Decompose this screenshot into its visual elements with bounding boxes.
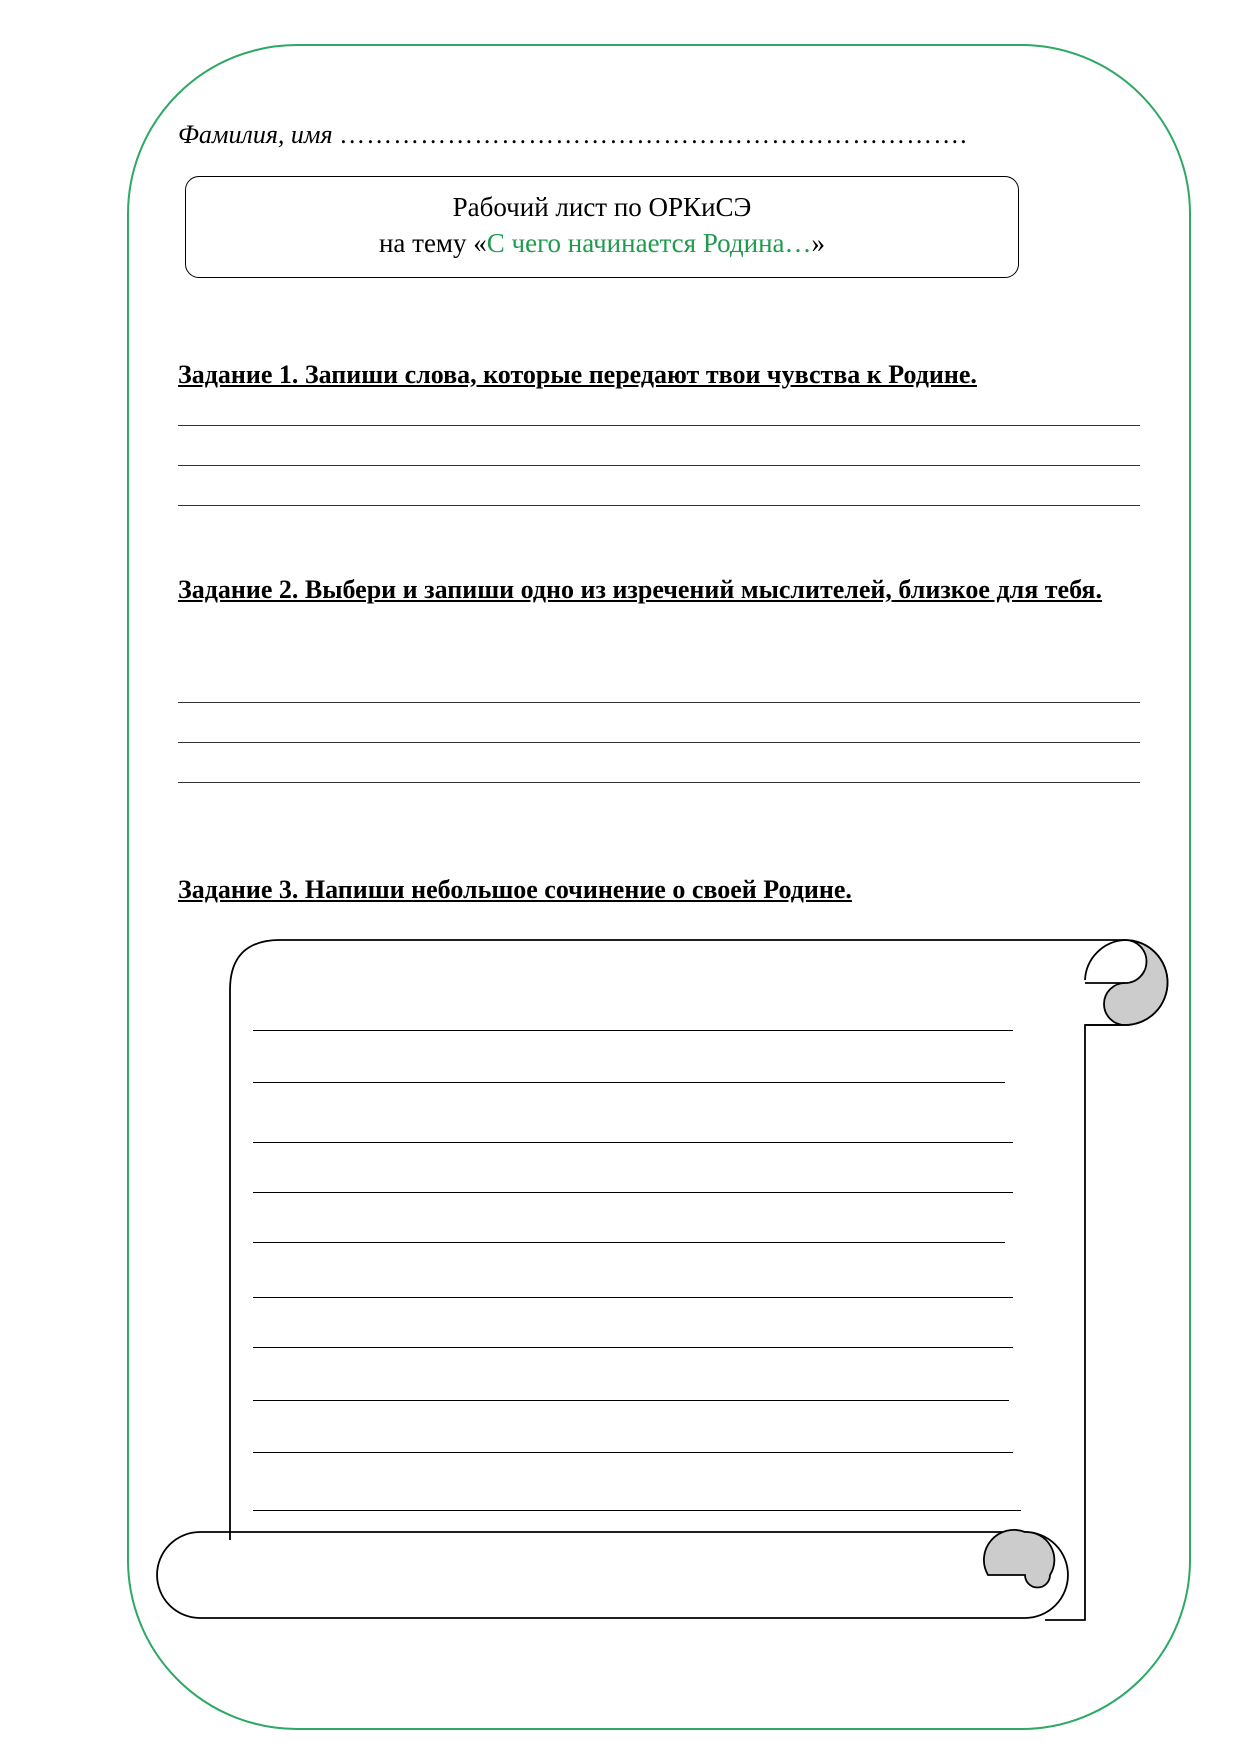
scroll-answer-area — [140, 920, 1180, 1640]
essay-line[interactable] — [253, 1030, 1013, 1031]
task-1-answer-line[interactable] — [178, 505, 1140, 506]
name-field[interactable] — [178, 120, 968, 150]
task-1-answer-line[interactable] — [178, 425, 1140, 426]
task-2-heading: Задание 2. Выбери и запиши одно из изречений мыслителей, близкое для тебя. — [178, 575, 1102, 604]
task-1-answer-line[interactable] — [178, 465, 1140, 466]
essay-line[interactable] — [253, 1400, 1009, 1401]
worksheet-topic-line — [186, 225, 1018, 261]
essay-line[interactable] — [253, 1192, 1013, 1193]
task-1-heading: Задание 1. Запиши слова, которые передают твои чувства к Родине. — [178, 360, 977, 389]
essay-line[interactable] — [253, 1510, 1021, 1511]
essay-line[interactable] — [253, 1297, 1013, 1298]
essay-line[interactable] — [253, 1452, 1013, 1453]
name-label: Фамилия, имя — [178, 120, 333, 149]
essay-line[interactable] — [253, 1242, 1005, 1243]
essay-line[interactable] — [253, 1142, 1013, 1143]
topic-text: С чего начинается Родина… — [486, 228, 812, 258]
task-3-heading: Задание 3. Напиши небольшое сочинение о своей Родине. — [178, 875, 852, 904]
essay-line[interactable] — [253, 1347, 1013, 1348]
task-2-answer-line[interactable] — [178, 702, 1140, 703]
scroll-graphic — [140, 920, 1180, 1640]
task-2-answer-line[interactable] — [178, 742, 1140, 743]
worksheet-title-box — [185, 176, 1019, 278]
task-2-answer-line[interactable] — [178, 782, 1140, 783]
topic-prefix: на тему « — [378, 228, 487, 258]
topic-suffix: » — [811, 228, 826, 258]
worksheet-title: Рабочий лист по ОРКиСЭ — [452, 192, 752, 222]
name-dots: ……………………………………………………………. — [339, 120, 968, 149]
essay-line[interactable] — [253, 1082, 1005, 1083]
